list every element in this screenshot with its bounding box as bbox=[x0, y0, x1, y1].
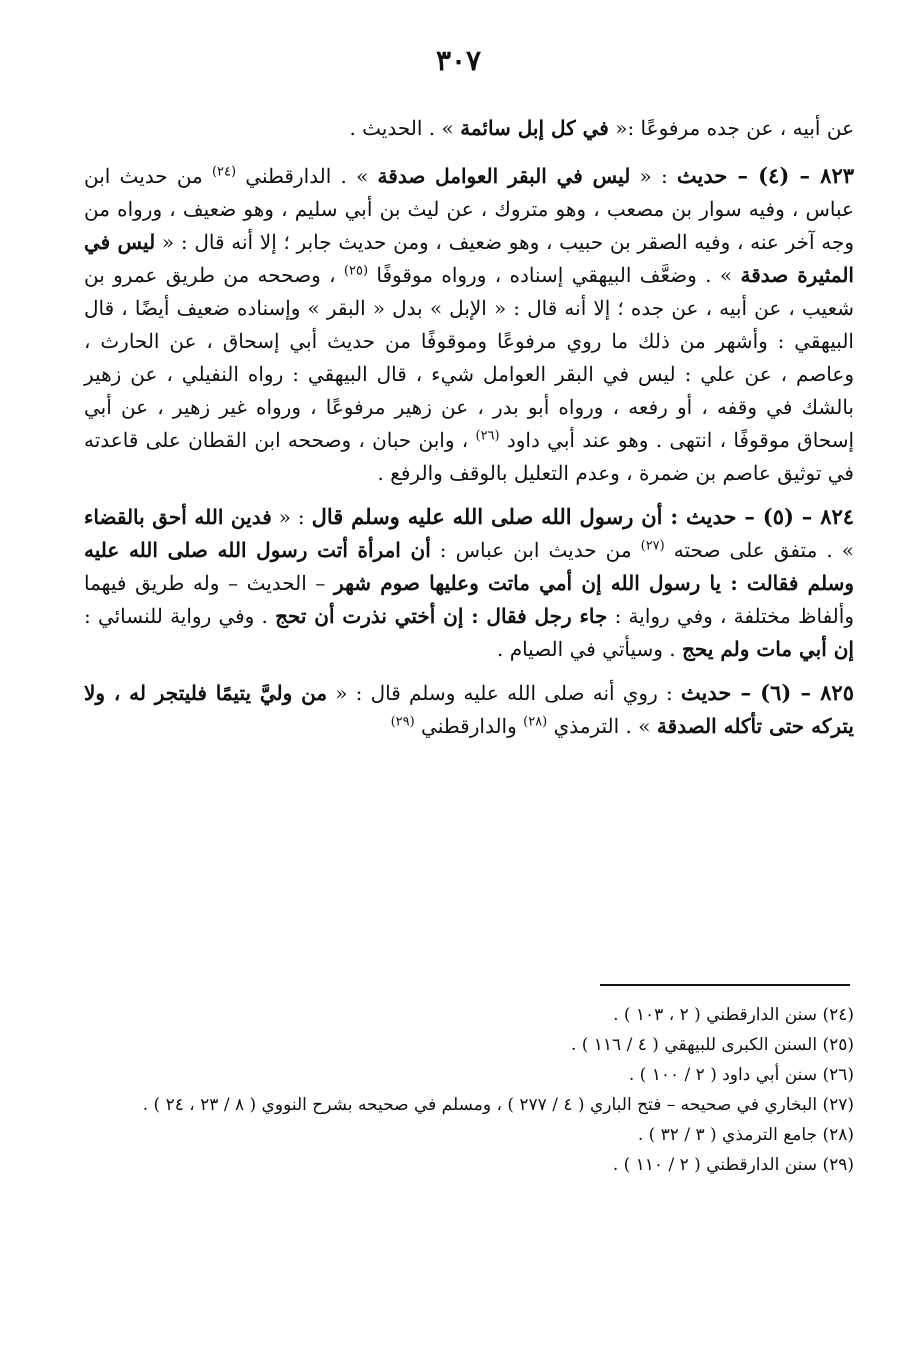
entry-823-number: ٨٢٣ – (٤) – حديث bbox=[676, 163, 855, 188]
footnote-ref-24: (٢٤) bbox=[211, 164, 237, 180]
entry-825-text-2: » . الترمذي bbox=[547, 714, 657, 738]
entry-823-text-6: ، وابن حبان ، وصححه ابن القطان على قاعدته في توثيق عاصم بن ضمرة ، وعدم التعليل بالوقف والرفع . bbox=[84, 428, 854, 485]
entry-824-text-2: » . متفق على صحته bbox=[664, 538, 854, 562]
entry-824-text-5: . وفي رواية للنسائي : bbox=[84, 604, 276, 628]
hadith-entry-825 bbox=[84, 676, 854, 743]
hadith-entry-823 bbox=[84, 159, 854, 490]
continuation-tail: » . الحديث . bbox=[349, 116, 461, 140]
hadith-entry-824 bbox=[84, 500, 854, 666]
entry-824-text-3: من حديث ابن عباس : bbox=[430, 538, 641, 562]
entry-825-text-1: : روي أنه صلى الله عليه وسلم قال : « bbox=[327, 681, 681, 705]
entry-824-text-6: . وسيأتي في الصيام . bbox=[496, 637, 683, 661]
entry-824-number: ٨٢٤ – (٥) – حديث : أن رسول الله صلى الله عليه وسلم قال bbox=[311, 504, 855, 529]
entry-824-text-1: : « bbox=[271, 505, 312, 529]
footnote-28: (٢٨) جامع الترمذي ( ٣ / ٣٢ ) . bbox=[637, 1125, 854, 1145]
entry-825-text-3: والدارقطني bbox=[414, 714, 524, 738]
footnote-ref-29: (٢٩) bbox=[390, 714, 415, 730]
continuation-lead: عن أبيه ، عن جده مرفوعًا :« bbox=[608, 116, 854, 140]
footnotes bbox=[84, 1000, 854, 1180]
footnote-26: (٢٦) سنن أبي داود ( ٢ / ١٠٠ ) . bbox=[628, 1065, 854, 1085]
entry-825-number: ٨٢٥ – (٦) – حديث bbox=[680, 680, 854, 705]
entry-823-quote-2: ليس في المثيرة صدقة bbox=[84, 230, 854, 287]
entry-823-quote: ليس في البقر العوامل صدقة bbox=[377, 164, 631, 188]
entry-824-quote-4: إن أبي مات ولم يحج bbox=[682, 637, 854, 661]
entry-824-quote-2: أن امرأة أتت رسول الله صلى الله عليه وسلم فقالت : يا رسول الله إن أمي ماتت وعليها صوم شهر bbox=[84, 538, 854, 595]
page-number: ٣٠٧ bbox=[435, 44, 482, 77]
entry-823-text-5: ، وصححه من طريق عمرو بن شعيب ، عن أبيه ، عن جده ؛ إلا أنه قال : « الإبل » بدل « البقر » وإسناده ضعيف أيضًا ، قال البيهقي : وأشهر من ذلك ما روي مرفوعًا وموقوفًا من حديث أبي إسحاق ، عن الحارث ، وعاصم ، عن علي : ليس في البقر العوامل شيء ، قال البيهقي : رواه النفيلي ، عن زهير بالشك في وقفه ، أو رفعه ، ورواه أبو بدر ، عن زهير مرفوعًا ، ورواه غير زهير ، عن أبي إسحاق موقوفًا ، انتهى . وهو عند أبي داود bbox=[84, 263, 855, 452]
footnote-27: (٢٧) البخاري في صحيحه – فتح الباري ( ٤ / ٢٧٧ ) ، ومسلم في صحيحه بشرح النووي ( ٨ / ٢٣ ، ٢٤ ) . bbox=[142, 1095, 854, 1115]
footnote-ref-26: (٢٦) bbox=[475, 428, 500, 444]
footnote-24: (٢٤) سنن الدارقطني ( ٢ ، ١٠٣ ) . bbox=[613, 1005, 854, 1025]
continuation-line bbox=[84, 112, 854, 145]
entry-824-quote: فدين الله أحق بالقضاء bbox=[84, 505, 272, 529]
footnote-25: (٢٥) السنن الكبرى للبيهقي ( ٤ / ١١٦ ) . bbox=[570, 1035, 854, 1055]
footnote-ref-28: (٢٨) bbox=[523, 714, 548, 730]
entry-823-text-2: » . الدارقطني bbox=[236, 164, 378, 188]
entry-823-text-1: : « bbox=[630, 164, 677, 188]
main-text bbox=[84, 112, 854, 753]
entry-824-text-4: – الحديث – وله طريق فيهما وألفاظ مختلفة ، وفي رواية : bbox=[84, 571, 854, 628]
entry-823-text-3: من حديث ابن عباس ، وفيه سوار بن مصعب ، وهو متروك ، عن ليث بن أبي سليم ، وهو ضعيف ، ورواه من وجه آخر عنه ، وفيه الصقر بن حبيب ، وهو ضعيف ، ومن حديث جابر ؛ إلا أنه قال : « bbox=[84, 164, 854, 254]
footnote-ref-27: (٢٧) bbox=[640, 538, 665, 554]
entry-824-quote-3: جاء رجل فقال : إن أختي نذرت أن تحج bbox=[275, 604, 608, 628]
footnote-ref-25: (٢٥) bbox=[343, 263, 369, 279]
footnote-divider bbox=[600, 984, 850, 986]
continuation-quote: في كل إبل سائمة bbox=[460, 116, 609, 140]
footnote-29: (٢٩) سنن الدارقطني ( ٢ / ١١٠ ) . bbox=[612, 1155, 854, 1175]
entry-823-text-4: » . وضعَّف البيهقي إسناده ، ورواه موقوفًا bbox=[368, 263, 741, 287]
entry-825-quote: من وليَّ يتيمًا فليتجر له ، ولا يتركه حتى تأكله الصدقة bbox=[84, 681, 854, 738]
